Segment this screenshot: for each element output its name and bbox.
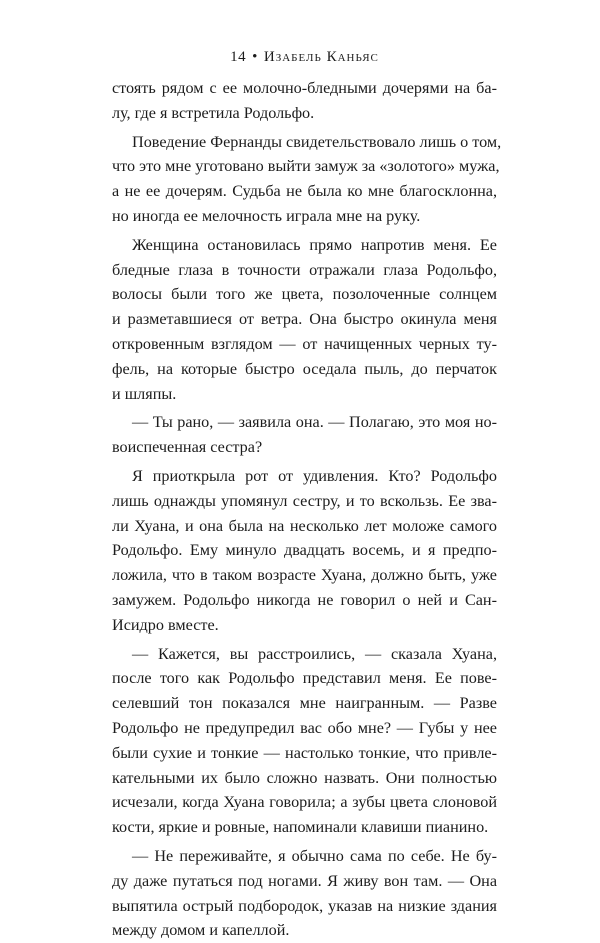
page-number: 14 xyxy=(230,49,247,65)
paragraph xyxy=(112,233,497,407)
text-line: Родольфо не предупредил вас обо мне? — Губы у нее xyxy=(112,718,497,737)
text-line: Родольфо. Ему минуло двадцать восемь, и я предпо- xyxy=(112,541,497,560)
text-line: волосы были того же цвета, позолоченные солнцем xyxy=(112,285,497,304)
text-line: Поведение Фернанды свидетельствовало лишь о том, xyxy=(132,132,502,151)
text-line: бледные глаза в точности отражали глаза Родольфо, xyxy=(112,260,497,279)
text-line: фель, на которые быстро оседала пыль, до перчаток xyxy=(112,359,497,378)
text-line: но иногда ее мелочность играла мне на руку. xyxy=(112,206,421,225)
text-line: и шляпы. xyxy=(112,384,177,403)
text-line: стоять рядом с ее молочно-бледными дочерями на ба- xyxy=(112,79,497,97)
running-head xyxy=(112,46,497,68)
text-line: — Ты рано, — заявила она. — Полагаю, это моя но- xyxy=(132,413,497,432)
paragraph xyxy=(112,76,497,126)
header-separator: • xyxy=(252,49,258,65)
text-line: что это мне уготовано выйти замуж за «золотого» мужа, xyxy=(112,157,500,176)
text-line: после того как Родольфо представил меня. Ее пове- xyxy=(112,669,497,688)
text-line: Я приоткрыла рот от удивления. Кто? Родольфо xyxy=(132,466,497,485)
body-text xyxy=(112,76,502,943)
text-line: ли Хуана, и она была на несколько лет моложе самого xyxy=(112,516,497,535)
text-line: кательными их было сложно назвать. Они полностью xyxy=(112,768,497,787)
author-name: Изабель Каньяс xyxy=(263,49,379,65)
text-line: и разметавшиеся от ветра. Она быстро окинула меня xyxy=(112,310,497,329)
text-line: Исидро вместе. xyxy=(112,615,219,634)
text-line: кости, яркие и ровные, напоминали клавиши пианино. xyxy=(112,818,489,837)
text-line: ложила, что в таком возрасте Хуана, должно быть, уже xyxy=(112,566,497,585)
text-line: а не ее дочерям. Судьба не была ко мне благосклонна, xyxy=(112,182,497,201)
text-line: воиспеченная сестра? xyxy=(112,438,263,457)
text-line: — Не переживайте, я обычно сама по себе. Не бу- xyxy=(132,846,497,865)
book-page xyxy=(112,46,502,943)
text-line: Женщина остановилась прямо напротив меня. Ее xyxy=(132,235,497,254)
text-line: замужем. Родольфо никогда не говорил о ней и Сан- xyxy=(112,590,497,609)
paragraph xyxy=(112,464,497,638)
text-line: — Кажется, вы расстроились, — сказала Хуана, xyxy=(132,644,497,663)
text-line: между домом и капеллой. xyxy=(112,921,290,940)
text-line: ду даже путаться под ногами. Я живу вон там. — Она xyxy=(112,871,497,890)
text-line: лишь однажды упомянул сестру, и то вскользь. Ее зва- xyxy=(112,491,497,510)
text-line: исчезали, когда Хуана говорила; а зубы цвета слоновой xyxy=(112,793,497,812)
paragraph xyxy=(112,130,502,229)
text-line: лу, где я встретила Родольфо. xyxy=(112,103,315,122)
paragraph xyxy=(112,844,497,943)
text-line: были сухие и тонкие — настолько тонкие, что привле- xyxy=(112,743,497,762)
text-line: выпятила острый подбородок, указав на низкие здания xyxy=(112,896,497,915)
paragraph xyxy=(112,410,497,460)
paragraph xyxy=(112,642,497,840)
text-line: селевший тон показался мне наигранным. — Разве xyxy=(112,694,497,713)
text-line: откровенным взглядом — от начищенных черных ту- xyxy=(112,334,497,353)
